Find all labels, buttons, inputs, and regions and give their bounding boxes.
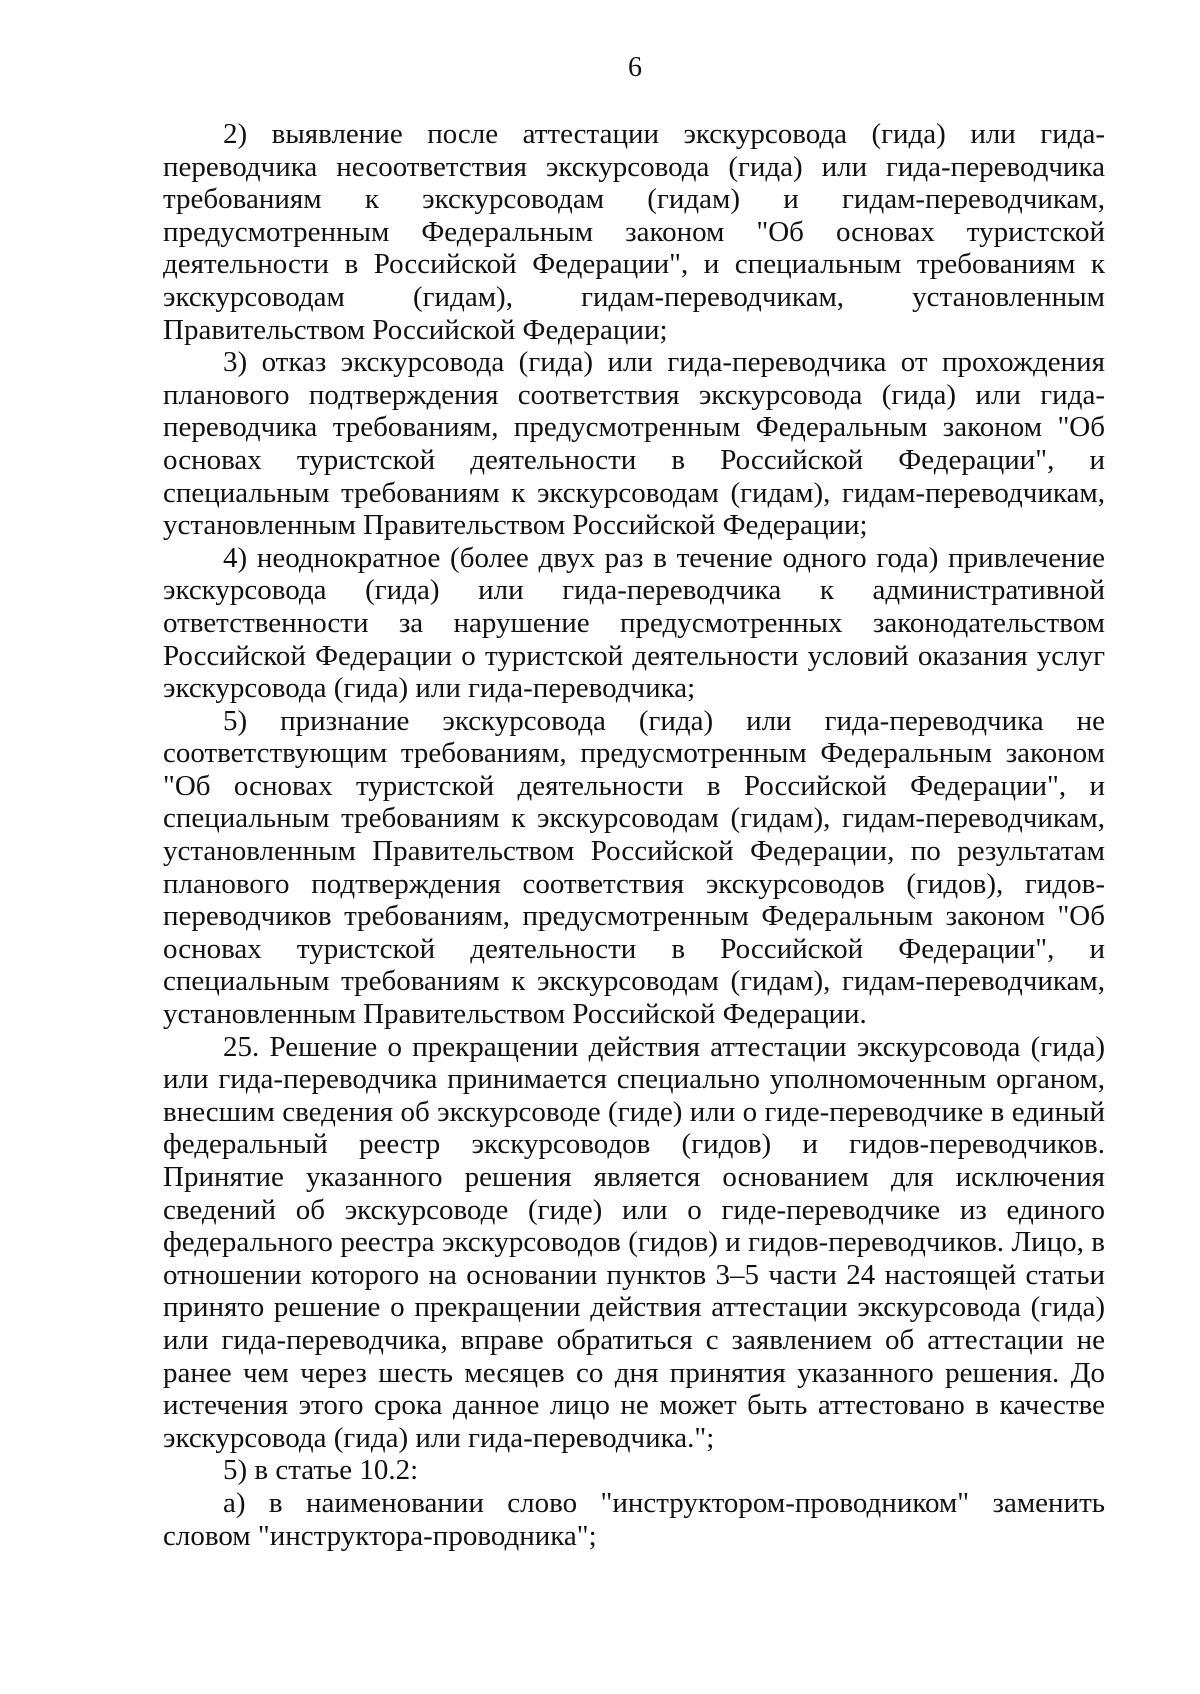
page-number: 6 — [628, 52, 642, 83]
paragraph-amendment-5: 5) в статье 10.2: — [223, 1454, 419, 1487]
document-body — [163, 118, 1105, 1552]
paragraph-item-5: 5) признание экскурсовода (гида) или гида-переводчика не соответствующим требованиям, предусмотренным Федеральным законом "Об основах туристской деятельности в Российской Федерации", и специальным требованиям к экскурсоводам (гидам), гидам-переводчикам, установленным Правительством Российской Федерации, по результатам планового подтверждения соответствия экскурсоводов (гидов), гидов-переводчиков требованиям, предусмотренным Федеральным законом "Об основах туристской деятельности в Российской Федерации", и специальным требованиям к экскурсоводам (гидам), гидам-переводчикам, установленным Правительством Российской Федерации. — [163, 704, 1105, 1031]
paragraph-section-25: 25. Решение о прекращении действия аттестации экскурсовода (гида) или гида-переводчика принимается специально уполномоченным органом, внесшим сведения об экскурсоводе (гиде) или о гиде-переводчике в единый федеральный реестр экскурсоводов (гидов) и гидов-переводчиков. Принятие указанного решения является основанием для исключения сведений об экскурсоводе (гиде) или о гиде-переводчике из единого федерального реестра экскурсоводов (гидов) и гидов-переводчиков. Лицо, в отношении которого на основании пунктов 3–5 части 24 настоящей статьи принято решение о прекращении действия аттестации экскурсовода (гида) или гида-переводчика, вправе обратиться с заявлением об аттестации не ранее чем через шесть месяцев со дня принятия указанного решения. До истечения этого срока данное лицо не может быть аттестовано в качестве экскурсовода (гида) или гида-переводчика."; — [163, 1030, 1105, 1454]
paragraph-item-2: 2) выявление после аттестации экскурсовода (гида) или гида-переводчика несоответствия экскурсовода (гида) или гида-переводчика требованиям к экскурсоводам (гидам) и гидам-переводчикам, предусмотренным Федеральным законом "Об основах туристской деятельности в Российской Федерации", и специальным требованиям к экскурсоводам (гидам), гидам-переводчикам, установленным Правительством Российской Федерации; — [163, 118, 1105, 346]
paragraph-amendment-a: а) в наименовании слово "инструктором-проводником" заменить словом "инструктора-проводника"; — [163, 1486, 1105, 1552]
paragraph-item-3: 3) отказ экскурсовода (гида) или гида-переводчика от прохождения планового подтверждения соответствия экскурсовода (гида) или гида-переводчика требованиям, предусмотренным Федеральным законом "Об основах туристской деятельности в Российской Федерации", и специальным требованиям к экскурсоводам (гидам), гидам-переводчикам, установленным Правительством Российской Федерации; — [163, 346, 1105, 542]
paragraph-item-4: 4) неоднократное (более двух раз в течение одного года) привлечение экскурсовода (гида) или гида-переводчика к административной ответственности за нарушение предусмотренных законодательством Российской Федерации о туристской деятельности условий оказания услуг экскурсовода (гида) или гида-переводчика; — [163, 541, 1105, 705]
